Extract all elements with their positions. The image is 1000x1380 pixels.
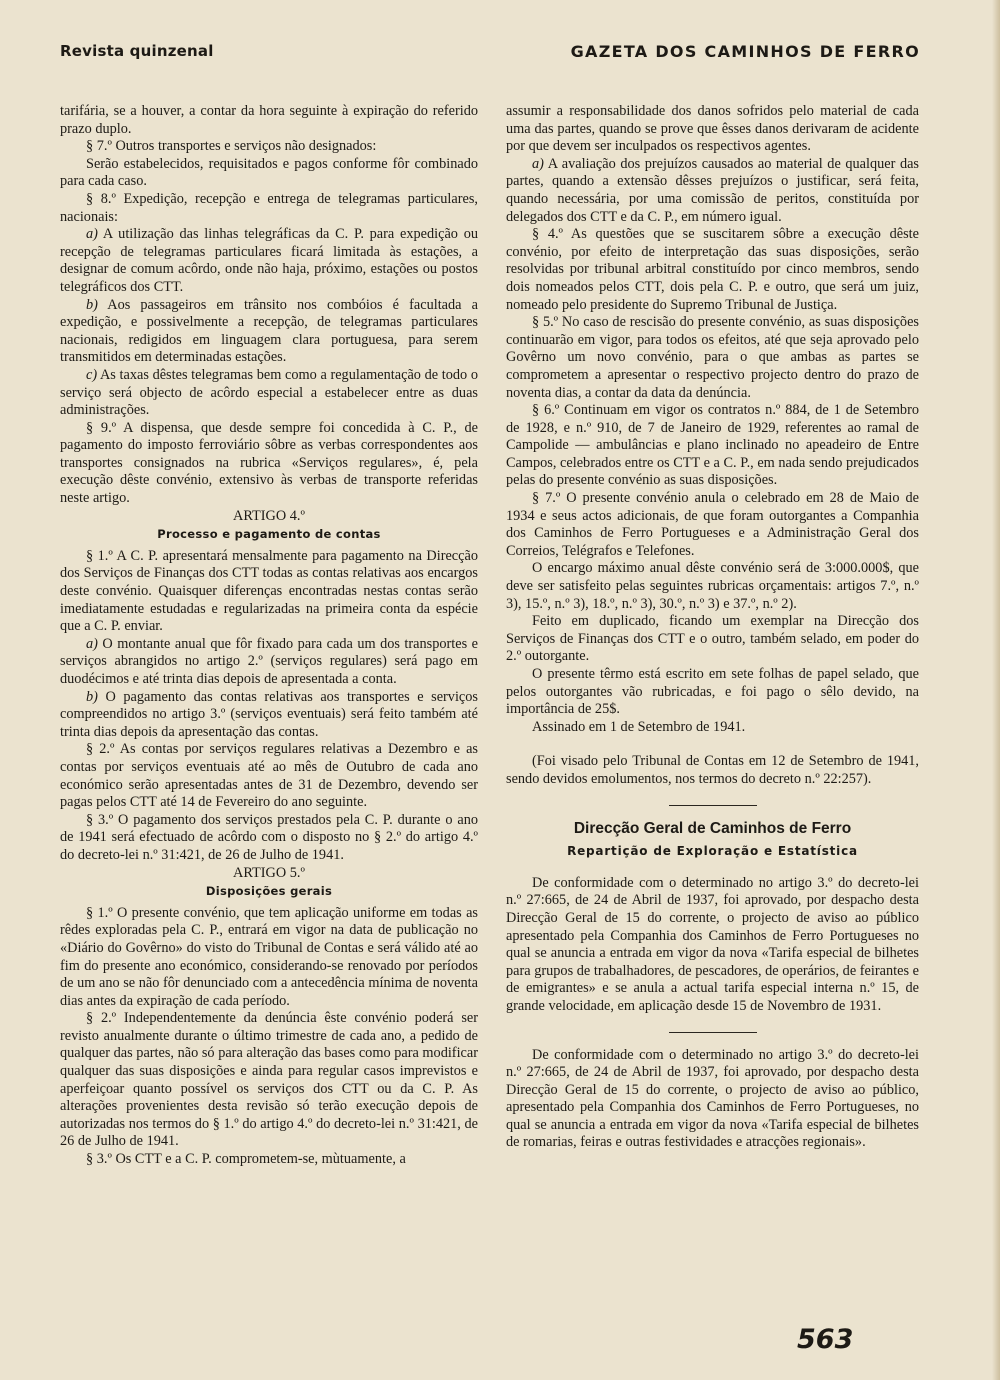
department-subheading: Repartição de Exploração e Estatística	[567, 844, 858, 859]
paragraph: O presente têrmo está escrito em sete folhas de papel selado, que pelos outorgantes vão rubricadas, e foi pago o sêlo devido, na importância de 25$.	[506, 666, 919, 718]
page-number: 563	[797, 1324, 854, 1355]
section-divider	[669, 1032, 757, 1033]
paragraph: De conformidade com o determinado no artigo 3.º do decreto-lei n.º 27:665, de 24 de Abril de 1937, foi aprovado, por despacho desta Direcção Geral de 15 do corrente, o projecto de aviso ao público apresentado pela Companhia dos Caminhos de Ferro Portugueses no qual se anuncia a entrada em vigor da nova «Tarifa especial de bilhetes para grupos de trabalhadores, de pescadores, de operários, de feirantes e de emigrantes» e se anula a actual tarifa especial interna n.º 15, de grande velocidade, em aplicação desde 15 de Novembro de 1931.	[506, 874, 919, 1014]
spacer	[506, 736, 919, 753]
article-heading: ARTIGO 4.º	[233, 507, 305, 524]
right-column	[506, 103, 919, 1152]
paragraph	[60, 297, 478, 367]
item-label: c)	[86, 366, 98, 383]
publication-frequency: Revista quinzenal	[60, 42, 214, 60]
paragraph: § 8.º Expedição, recepção e entrega de telegramas particulares, nacionais:	[60, 190, 478, 225]
paragraph: § 4.º As questões que se suscitarem sôbre a execução dêste convénio, por efeito de interpretação das suas disposições, serão resolvidas por tribunal arbitral constituído por cinco membros, sendo dois nomeados pelos CTT, dois pela C. P. e outro, que será um juiz, nomeado pelo presidente do Supremo Tribunal de Justiça.	[506, 226, 919, 313]
item-label: b)	[86, 688, 98, 705]
section-divider	[669, 805, 757, 806]
article-subheading: Processo e pagamento de contas	[157, 527, 381, 542]
paragraph: § 7.º O presente convénio anula o celebrado em 28 de Maio de 1934 e seus actos adicionais, de que foram outorgantes a Companhia dos Caminhos de Ferro Portugueses e a Administração Geral dos Correios, Telégrafos e Telefones.	[506, 490, 919, 559]
paragraph: § 2.º Independentemente da denúncia êste convénio poderá ser revisto anualmente durante o último trimestre de cada ano, a pedido de qualquer das partes, não só para alteração das bases como para modificar qualquer das suas disposições e ainda para regular casos imprevistos e aperfeiçoar quanto possível os serviços dos CTT ou da C. P. As alterações provenientes desta revisão só terão execução depois de autorizadas nos termos do § 1.º do artigo 4.º do decreto-lei n.º 31:421, de 26 de Julho de 1941.	[60, 1010, 478, 1150]
paragraph-text: A utilização das linhas telegráficas da C. P. para expedição ou recepção de telegramas particulares ficará limitada às estações, a designar de comum acôrdo, onde não haja, próximo, estações ou postos telegráficos dos CTT.	[60, 226, 478, 295]
signature-date: Assinado em 1 de Setembro de 1941.	[532, 718, 746, 735]
item-label: b)	[86, 296, 98, 313]
paragraph: § 1.º O presente convénio, que tem aplicação uniforme em todas as rêdes exploradas pela C. P., entrará em vigor na data de publicação no «Diário do Govêrno» do visto do Tribunal de Contas e será válido até ao fim do presente ano económico, considerando-se renovado por períodos de um ano se não fôr denunciado com a antecedência mínima de noventa dias antes da expiração de cada período.	[60, 904, 478, 1009]
paragraph: De conformidade com o determinado no artigo 3.º do decreto-lei n.º 27:665, de 24 de Abril de 1937, foi aprovado, por despacho desta Direcção Geral de 15 do corrente, o projecto de aviso ao público, apresentado pela Companhia dos Caminhos de Ferro Portugueses, no qual se anuncia a entrada em vigor da nova «Tarifa especial de bilhetes de romarias, feiras e outras festividades e atracções regionais».	[506, 1046, 919, 1151]
item-label: a)	[86, 226, 98, 243]
paragraph: § 9.º A dispensa, que desde sempre foi concedida à C. P., de pagamento do imposto ferroviário sôbre as verbas correspondentes aos transportes consignados na rubrica «Serviços regulares», é, pela execução dêste convénio, extensivo às verbas de transporte referidas neste artigo.	[60, 419, 478, 507]
page-edge	[992, 0, 1000, 1380]
paragraph: § 3.º Os CTT e a C. P. comprometem-se, mùtuamente, a	[86, 1151, 406, 1168]
paragraph: § 6.º Continuam em vigor os contratos n.º 884, de 1 de Setembro de 1928, e n.º 910, de 7 de Janeiro de 1929, referentes ao ramal de Campolide — ambulâncias e plano inclinado no apeadeiro de Entre Campos, celebrados entre os CTT e a C. P., em nada sendo prejudicados pelas do presente convénio as suas disposições.	[506, 402, 919, 489]
article-heading: ARTIGO 5.º	[233, 864, 305, 881]
paragraph-text: O montante anual que fôr fixado para cada um dos transportes e serviços abrangidos no artigo 2.º (serviços regulares) será pago em duodécimos e até trinta dias depois de apresentada a conta.	[60, 635, 478, 687]
paragraph	[60, 636, 478, 689]
paragraph: § 5.º No caso de rescisão do presente convénio, as suas disposições continuarão em vigor, para todos os efeitos, até que seja aprovado pelo Govêrno um novo convénio, para o que ambas as partes se comprometem a apresentar o respectivo projecto dentro do prazo de noventa dias, a contar da data da denúncia.	[506, 314, 919, 401]
paragraph: tarifária, se a houver, a contar da hora seguinte à expiração do referido prazo duplo.	[60, 103, 478, 137]
paragraph: O encargo máximo anual dêste convénio será de 3:000.000$, que deve ser satisfeito pelas seguintes rubricas orçamentais: artigos 7.º, n.º 3), 15.º, n.º 3), 18.º, n.º 3), 30.º, n.º 3) e 37.º, n.º 2).	[506, 560, 919, 612]
paragraph: Serão estabelecidos, requisitados e pagos conforme fôr combinado para cada caso.	[60, 155, 478, 190]
paragraph	[60, 689, 478, 742]
paragraph	[506, 156, 919, 226]
paragraph	[60, 367, 478, 420]
paragraph	[60, 226, 478, 296]
paragraph-text: As taxas dêstes telegramas bem como a regulamentação de todo o serviço será objecto de acôrdo especial a estabelecer entre as duas administrações.	[60, 366, 478, 419]
department-heading: Direcção Geral de Caminhos de Ferro	[573, 819, 852, 837]
visa-note: (Foi visado pelo Tribunal de Contas em 12 de Setembro de 1941, sendo devidos emolumentos, nos termos do decreto n.º 22:257).	[506, 753, 919, 787]
paragraph: assumir a responsabilidade dos danos sofridos pelo material de cada uma das partes, quando se prove que êsses danos derivaram de acidente por que devem ser inculpados os respectivos agentes.	[506, 103, 919, 155]
item-label: a)	[86, 635, 98, 652]
item-label: a)	[532, 155, 544, 172]
paragraph: § 3.º O pagamento dos serviços prestados pela C. P. durante o ano de 1941 será efectuado de acôrdo com o disposto no § 2.º do artigo 4.º do decreto-lei n.º 31:421, de 26 de Julho de 1941.	[60, 811, 478, 863]
paragraph: § 2.º As contas por serviços regulares relativas a Dezembro e as contas por serviços eventuais até ao mês de Outubro de cada ano económico serão apresentadas antes de 31 de Dezembro, devendo ser pagas pelos CTT até 14 de Fevereiro do ano seguinte.	[60, 741, 478, 811]
running-head	[60, 42, 920, 68]
journal-title: GAZETA DOS CAMINHOS DE FERRO	[570, 42, 920, 61]
paragraph-text: O pagamento das contas relativas aos transportes e serviços compreendidos no artigo 3.º (serviços eventuais) será feito também até trinta dias depois da apresentação das contas.	[60, 688, 478, 740]
paragraph: Feito em duplicado, ficando um exemplar na Direcção dos Serviços de Finanças dos CTT e o outro, também selado, em poder do 2.º outorgante.	[506, 613, 919, 665]
paragraph-text: Aos passageiros em trânsito nos combóios é facultada a expedição, e possivelmente a recepção, de telegramas particulares nacionais, redigidos em linguagem clara portuguesa, para serem transmitidos em determinadas estações.	[60, 296, 478, 366]
article-subheading: Disposições gerais	[205, 884, 333, 899]
paragraph: § 1.º A C. P. apresentará mensalmente para pagamento na Direcção dos Serviços de Finanças dos CTT todas as contas relativas aos encargos deste convénio. Quaisquer diferenças encontradas nestas contas serão imediatamente estudadas e regularizadas na primeira conta da espécie que a C. P. enviar.	[60, 547, 478, 635]
paragraph-text: A avaliação dos prejuízos causados ao material de qualquer das partes, quando a extensão dêsses prejuízos o justificar, será feita, quando necessária, por uma comissão de peritos, constituída por delegados dos CTT e da C. P., em número igual.	[506, 155, 919, 225]
paragraph: § 7.º Outros transportes e serviços não designados:	[86, 138, 377, 155]
left-column	[60, 103, 478, 1169]
